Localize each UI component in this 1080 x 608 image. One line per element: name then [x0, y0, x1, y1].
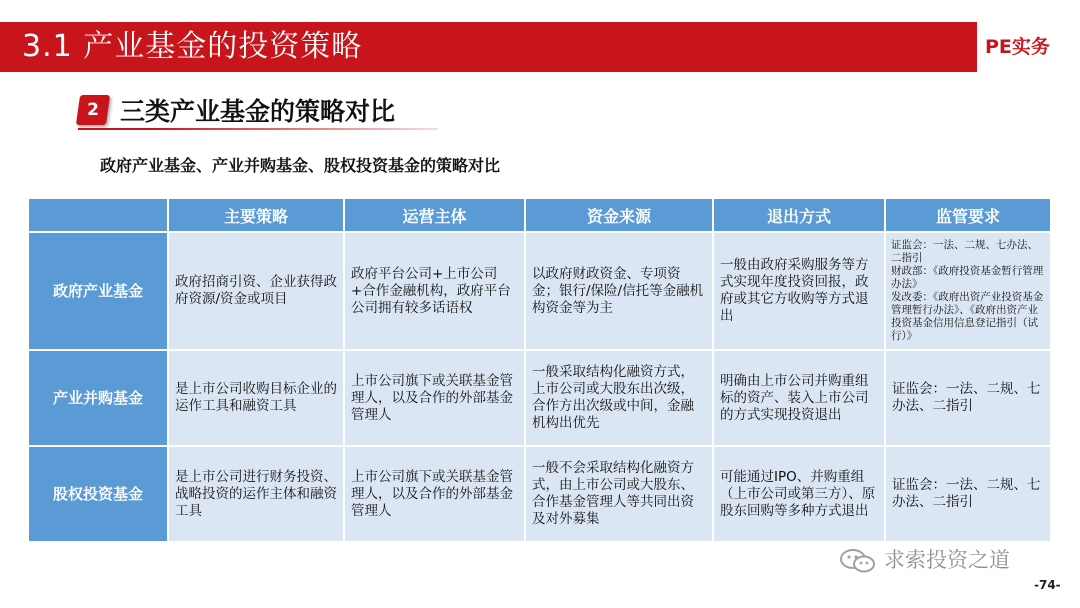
section-underline — [78, 128, 438, 130]
table-cell: 上市公司旗下或关联基金管理人，以及合作的外部基金管理人 — [345, 447, 524, 541]
table-cell: 一般采取结构化融资方式，上市公司或大股东出次级，合作方出次级或中间，金融机构出优先 — [526, 351, 712, 445]
table-cell: 上市公司旗下或关联基金管理人，以及合作的外部基金管理人 — [345, 351, 524, 445]
strategy-comparison-table — [27, 197, 1052, 543]
column-header-operator: 运营主体 — [345, 199, 524, 231]
table-cell: 政府平台公司+上市公司+合作金融机构，政府平台公司拥有较多话语权 — [345, 233, 524, 349]
table-row — [29, 351, 1050, 445]
section-number: 2 — [87, 100, 99, 120]
watermark-text: 求索投资之道 — [884, 548, 1010, 572]
table-cell: 政府招商引资、企业获得政府资源/资金或项目 — [169, 233, 343, 349]
page-title: 3.1 产业基金的投资策略 — [22, 29, 363, 64]
column-header-regulation: 监管要求 — [886, 199, 1050, 231]
wechat-icon — [838, 548, 878, 574]
table-caption: 政府产业基金、产业并购基金、股权投资基金的策略对比 — [100, 156, 501, 175]
row-header: 产业并购基金 — [29, 351, 167, 445]
table-row — [29, 447, 1050, 541]
table-cell: 是上市公司进行财务投资、战略投资的运作主体和融资工具 — [169, 447, 343, 541]
row-header: 股权投资基金 — [29, 447, 167, 541]
table-cell: 证监会：一法、二规、七办法、二指引 — [886, 447, 1050, 541]
header-corner-cell — [29, 199, 167, 231]
brand-logo-text: PE实务 — [985, 36, 1050, 58]
section-title: 三类产业基金的策略对比 — [120, 97, 396, 126]
page-number: -74- — [1034, 578, 1061, 592]
column-header-strategy: 主要策略 — [169, 199, 343, 231]
table-cell: 明确由上市公司并购重组标的资产、装入上市公司的方式实现投资退出 — [714, 351, 884, 445]
table-cell: 是上市公司收购目标企业的运作工具和融资工具 — [169, 351, 343, 445]
column-header-funding-source: 资金来源 — [526, 199, 712, 231]
table-row — [29, 233, 1050, 349]
table-cell: 可能通过IPO、并购重组（上市公司或第三方）、原股东回购等多种方式退出 — [714, 447, 884, 541]
brand-box — [975, 22, 1080, 72]
table-cell: 一般不会采取结构化融资方式，由上市公司或大股东、合作基金管理人等共同出资及对外募集 — [526, 447, 712, 541]
table-cell: 以政府财政资金、专项资金；银行/保险/信托等金融机构资金等为主 — [526, 233, 712, 349]
table-cell: 证监会：一法、二规、七办法、二指引 财政部：《政府投资基金暂行管理办法》 发改委：《政府出资产业投资基金管理暂行办法》、《政府出资产业投资基金信用信息登记指引（试行）》 — [886, 233, 1050, 349]
header-bar — [0, 22, 975, 72]
column-header-exit: 退出方式 — [714, 199, 884, 231]
row-header: 政府产业基金 — [29, 233, 167, 349]
table-cell: 证监会：一法、二规、七办法、二指引 — [886, 351, 1050, 445]
section-number-badge — [76, 95, 110, 125]
table-cell: 一般由政府采购服务等方式实现年度投资回报，政府或其它方收购等方式退出 — [714, 233, 884, 349]
table-header-row — [29, 199, 1050, 231]
